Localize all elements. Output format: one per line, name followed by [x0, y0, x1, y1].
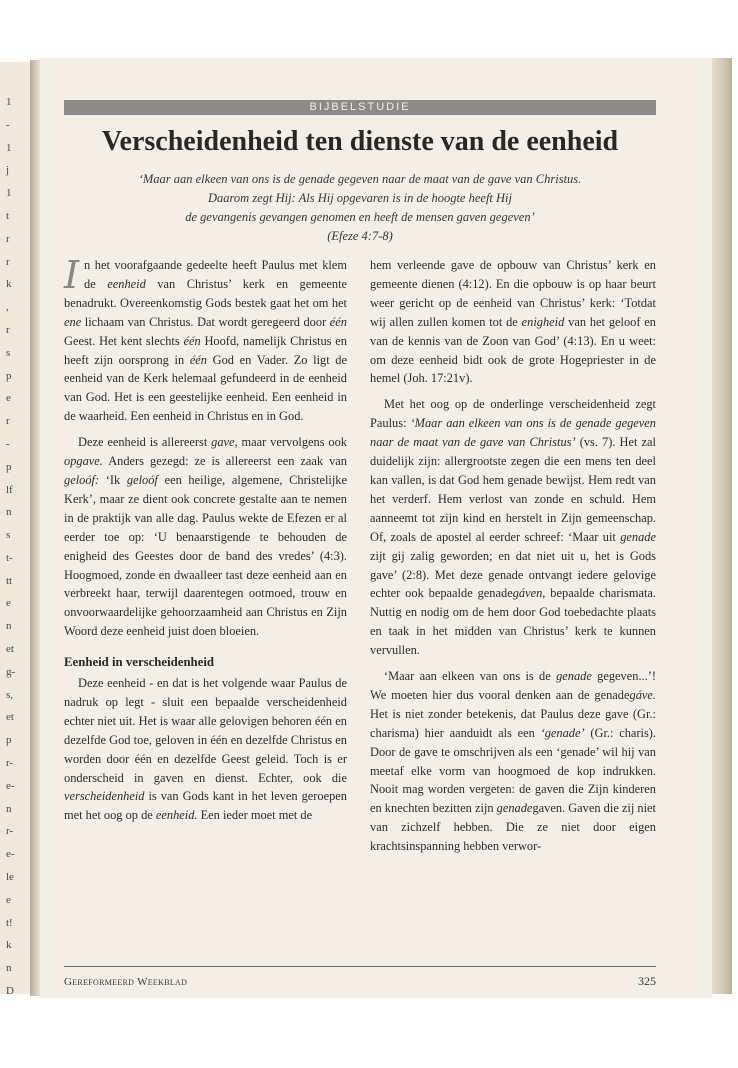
emphasis-run: geloóf: [64, 472, 100, 487]
text-run: is van Gods kant in het leven geroepen met het oog op de [64, 789, 347, 823]
previous-page-edge [0, 62, 30, 994]
emphasis-run: ‘Maar aan elkeen van ons is de genade gegeven naar de maat van de gave van Christus’ [370, 416, 656, 450]
edge-fragment: t! [6, 917, 13, 929]
emphasis-run: genade [496, 801, 533, 816]
article-title: Verscheidenheid ten dienste van de eenheid [101, 126, 619, 157]
text-run: een heilige, algemene, Christelijke Kerk’, maar ze dient ook concrete gestalte aan te nemen in de praktijk van alle dag. Paulus wekte de Efezen er al eerder toe op: ‘U benaarstigende te behouden de enigheid des Geestes door de band des vredes’ (4:3). Hoogmoed, zonde en dwaalleer tast deze eenheid aan en verbreekt haar, terwijl daarentegen ootmoed, trouw en onvoorwaardelijke gehoorzaamheid aan Christus en Zijn Woord deze eenheid juist doen bloeien. [64, 472, 347, 639]
emphasis-run: eenheid. [155, 808, 198, 823]
emphasis-run: genade [620, 529, 656, 544]
emphasis-run: ene [64, 314, 82, 329]
edge-fragment: et [6, 711, 14, 723]
paragraph [64, 253, 348, 426]
text-run: (vs. 7). Het zal duidelijk zijn: allergrootste zegen die een mens ten deel kan vallen, is dat God hem genade bewijst. Hem redt van het verderf. Hem verlost van zonde en schuld. Hem aanneemt tot zijn kind en herstelt in Zijn gemeenschap. Of, zoals de apostel al eerder schreef: ‘Maar uit [370, 435, 656, 544]
emphasis-run: eenheid [107, 276, 146, 291]
edge-fragment: s, [6, 689, 14, 701]
edge-fragment: s [6, 347, 11, 359]
edge-fragment: k [6, 278, 12, 290]
edge-fragment: r- [6, 825, 14, 837]
edge-fragment: g- [6, 666, 16, 678]
text-run: Anders gezegd: ze is allereerst een zaak van [102, 454, 347, 469]
text-run: bepaalde charismata. Nuttig en nodig om de hem door God toebedachte plaats en taak in het midden van Christus’ kerk te kunnen vervullen. [370, 586, 656, 658]
edge-fragment: r [6, 324, 10, 336]
emphasis-run: opgave. [64, 454, 103, 469]
emphasis-run: gáven, [512, 586, 546, 601]
edge-fragment: p [6, 370, 12, 382]
emphasis-run: ‘genade’ [540, 725, 585, 740]
text-run: Het is niet zonder betekenis, dat Paulus deze gave (Gr.: charisma) hier aanduidt als een [370, 706, 656, 740]
text-run: zijt gij zalig geworden; en dat niet uit u, het is Gods gave’ (2:8). Met deze genade ontvangt iedere gelovige echter ook bepaalde genade [370, 548, 656, 601]
edge-fragment: e [6, 597, 11, 609]
text-run: lichaam van Christus. Dat wordt geregeerd door [81, 314, 330, 329]
edge-fragment: - [6, 438, 10, 450]
paragraph [64, 433, 347, 641]
text-run: Deze eenheid - en dat is het volgende waar Paulus de nadruk op legt - sluit een bepaalde verscheidenheid echter niet uit. Het is waar alle gelovigen behoren één en dezelfde God toe, geloven in één en dezelfde Christus en worden door één en dezelfde Geest geleid. Toch is er onderscheid in gaven en dienst. Echter, ook die [64, 676, 347, 785]
emphasis-run: verscheidenheid [64, 789, 145, 804]
page-curl-edge [712, 58, 732, 994]
emphasis-run: één [189, 352, 208, 367]
edge-fragment: p [6, 734, 12, 746]
epigraph-line: Daarom zegt Hij: Als Hij opgevaren is in de hoogte heeft Hij [207, 191, 512, 205]
text-run: ‘Ik [99, 472, 127, 487]
emphasis-run: één [329, 314, 347, 329]
edge-fragment: n [6, 620, 12, 632]
edge-fragment: 1 [6, 96, 12, 108]
footer-divider [64, 966, 656, 967]
edge-fragment: e [6, 894, 11, 906]
edge-fragment: n [6, 962, 12, 974]
text-run: ‘Maar aan elkeen van ons is de [384, 669, 557, 684]
edge-fragment: j [6, 164, 10, 176]
edge-fragment: e- [6, 780, 15, 792]
text-run: van het geloof en van de kennis van de Zoon van God’ (4:13). En u weet: om deze eenheid bidt ook de grote Hogepriester in de hemel (Joh. 17:21v). [370, 314, 656, 386]
emphasis-run: één [183, 333, 201, 348]
edge-fragment: r [6, 233, 10, 245]
epigraph-line: ‘Maar aan elkeen van ons is de genade gegeven naar de maat van de gave van Christus. [138, 172, 582, 186]
epigraph [100, 170, 620, 246]
edge-fragment: et [6, 643, 14, 655]
edge-fragment: , [6, 301, 9, 313]
edge-fragment: n [6, 506, 12, 518]
text-run: hem verleende gave de opbouw van Christus’ kerk en gemeente dienen (4:12). En die opbouw is op haar beurt weer gericht op de eenheid van Christus’ kerk: ‘Totdat wij allen zullen komen tot de [370, 258, 656, 329]
edge-fragment: lf [6, 484, 13, 496]
edge-fragment: e- [6, 848, 15, 860]
text-run: Deze eenheid is allereerst [78, 435, 212, 450]
drop-cap: I [64, 253, 80, 297]
text-run: van Christus’ kerk en gemeente benadrukt. Overeenkomstig Gods bestek gaat het om het [64, 276, 348, 310]
text-run: Een ieder moet met de [197, 808, 313, 823]
emphasis-run: enigheid [521, 314, 565, 329]
edge-fragment: s [6, 529, 11, 541]
emphasis-run: geloóf [126, 472, 158, 487]
edge-fragment: e [6, 392, 11, 404]
text-run: maar vervolgens ook [237, 435, 348, 450]
edge-fragment: 1 [6, 142, 12, 154]
epigraph-reference: (Efeze 4:7-8) [327, 229, 393, 243]
edge-fragment: n [6, 803, 12, 815]
text-run: (Gr.: charis). Door de gave te omschrijven als een ‘genade’ wil hij van meetaf elke vorm van hoogmoed de kop indrukken. Nooit mag worden vergeten: de gaven die Zijn kinderen en knechten bezitten zijn [370, 725, 657, 816]
publication-name: Gereformeerd Weekblad [64, 976, 188, 988]
subheading: Eenheid in verscheidenheid [64, 655, 215, 670]
text-column-right [370, 256, 656, 856]
paragraph [64, 674, 347, 825]
emphasis-run: genade [556, 669, 592, 684]
edge-fragment: tt [6, 575, 13, 587]
edge-fragment: r- [6, 757, 14, 769]
text-run: Geest. Het kent slechts [64, 333, 184, 348]
text-run: gegeven...’! We moeten hier dus vooral denken aan de genade [370, 669, 656, 702]
text-run: God en Vader. Zo ligt de eenheid van de Kerk helemaal gefundeerd in de eenheid van God. Het is een geestelijke eenheid. Een eenheid in de waarheid. Een eenheid in Christus en in God. [64, 352, 347, 424]
paragraph [370, 667, 656, 856]
paragraph [370, 395, 656, 660]
edge-fragment: p [6, 461, 12, 473]
page-number: 325 [638, 974, 656, 988]
edge-fragment: D [6, 985, 14, 997]
edge-fragment: t [6, 210, 10, 222]
text-run: n het voorafgaande gedeelte heeft Paulus met klem de [84, 258, 347, 291]
text-column-left [64, 253, 348, 825]
edge-fragment: r [6, 415, 10, 427]
text-run: Met het oog op de onderlinge verscheidenheid zegt Paulus: [370, 397, 656, 431]
paragraph [370, 256, 656, 388]
edge-fragment: r [6, 256, 10, 268]
text-run: gaven. Gaven die zij niet van zichzelf hebben. Die ze niet door eigen krachtsinspanning hebben verwor- [370, 801, 656, 854]
edge-fragment: le [6, 871, 14, 883]
edge-fragment: - [6, 119, 10, 131]
edge-fragment: k [6, 939, 12, 951]
edge-fragment: t- [6, 552, 13, 564]
emphasis-run: gáve. [629, 687, 656, 702]
epigraph-line: de gevangenis gevangen genomen en heeft de mensen gaven gegeven’ [185, 210, 535, 224]
book-gutter-shadow [30, 60, 40, 996]
emphasis-run: gave, [211, 435, 238, 450]
text-run: Hoofd, namelijk Christus en heeft zijn oorsprong in [64, 333, 347, 367]
section-label: BIJBELSTUDIE [64, 100, 656, 115]
edge-fragment: 1 [6, 187, 12, 199]
